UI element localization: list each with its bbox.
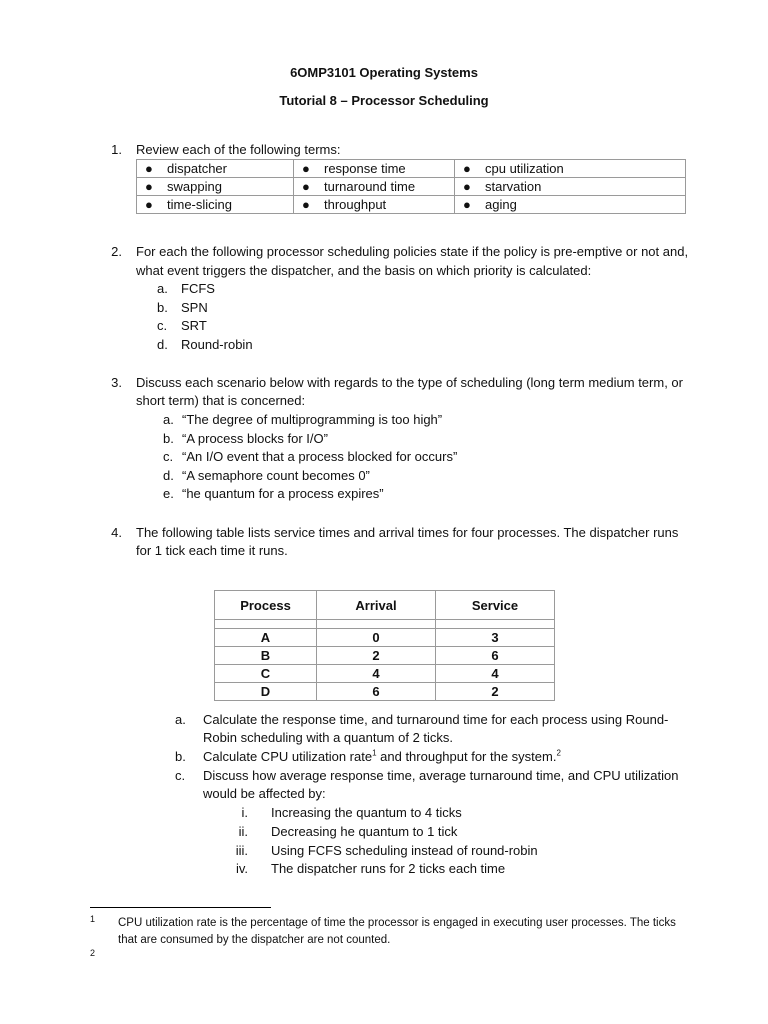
policy-item: SRT (181, 318, 207, 333)
bullet-icon: ● (145, 179, 153, 194)
table-cell: 3 (436, 629, 555, 647)
item-letter: a. (175, 712, 186, 727)
table-row (137, 178, 686, 196)
policy-item: FCFS (181, 281, 215, 296)
column-header: Service (436, 591, 555, 620)
roman-item: Increasing the quantum to 4 ticks (271, 805, 462, 820)
roman-numeral: iii. (235, 843, 248, 858)
bullet-icon: ● (302, 179, 310, 194)
question-4-line-2: for 1 tick each time it runs. (136, 543, 288, 558)
item-letter: d. (157, 337, 168, 352)
table-row (137, 196, 686, 214)
footnote-separator (90, 907, 271, 908)
bullet-icon: ● (463, 179, 471, 194)
tutorial-title: Tutorial 8 – Processor Scheduling (279, 93, 489, 108)
bullet-icon: ● (302, 161, 310, 176)
subquestion-a-line-2: Robin scheduling with a quantum of 2 ticks. (203, 730, 454, 745)
scenario-item: “An I/O event that a process blocked for occurs” (182, 449, 458, 464)
roman-item: Decreasing he quantum to 1 tick (271, 824, 458, 839)
footnote-1-line-2: that are consumed by the dispatcher are not counted. (118, 934, 391, 946)
term: time-slicing (167, 197, 233, 212)
table-spacer-row (215, 620, 555, 629)
item-letter: a. (163, 412, 174, 427)
question-number: 3. (111, 375, 122, 390)
subquestion-b-text-1: Calculate CPU utilization rate (203, 749, 373, 764)
subquestion-b (203, 748, 683, 767)
question-2-line-2: what event triggers the dispatcher, and the basis on which priority is calculated: (136, 263, 592, 278)
question-3-line-2: short term) that is concerned: (136, 393, 306, 408)
bullet-icon: ● (463, 161, 471, 176)
bullet-icon: ● (145, 161, 153, 176)
term: turnaround time (324, 179, 416, 194)
scenario-item: “he quantum for a process expires” (182, 486, 384, 501)
column-header: Process (215, 591, 317, 620)
table-cell: 6 (317, 683, 436, 701)
question-4-line-1: The following table lists service times and arrival times for four processes. The dispatcher runs (136, 525, 679, 540)
table-cell: 0 (317, 629, 436, 647)
table-cell: 4 (436, 665, 555, 683)
roman-numeral: iv. (235, 861, 248, 876)
table-cell: 2 (436, 683, 555, 701)
subquestion-c-line-2: would be affected by: (203, 786, 326, 801)
term: swapping (167, 179, 222, 194)
roman-numeral: ii. (238, 824, 248, 839)
item-letter: e. (163, 486, 174, 501)
subquestion-a-line-1: Calculate the response time, and turnaround time for each process using Round- (203, 712, 669, 727)
process-table (214, 590, 555, 701)
table-row (215, 647, 555, 665)
roman-numeral: i. (241, 805, 248, 820)
subquestion-b-text-2: and throughput for the system. (376, 749, 557, 764)
question-number: 4. (111, 525, 122, 540)
item-letter: c. (157, 318, 168, 333)
scenario-item: “The degree of multiprogramming is too high” (182, 412, 443, 427)
term: throughput (324, 197, 387, 212)
column-header: Arrival (317, 591, 436, 620)
term: starvation (485, 179, 542, 194)
question-number: 2. (111, 244, 122, 259)
footnote-1-number: 1 (90, 914, 96, 924)
item-letter: c. (163, 449, 174, 464)
table-cell: 2 (317, 647, 436, 665)
item-letter: b. (163, 431, 174, 446)
item-letter: b. (175, 749, 186, 764)
item-letter: a. (157, 281, 168, 296)
item-letter: c. (175, 768, 186, 783)
question-1-text: Review each of the following terms: (136, 142, 341, 157)
terms-table (136, 159, 686, 214)
table-cell: A (215, 629, 317, 647)
table-cell: B (215, 647, 317, 665)
policy-item: Round-robin (181, 337, 253, 352)
question-number: 1. (111, 142, 122, 157)
table-cell: C (215, 665, 317, 683)
term: aging (485, 197, 517, 212)
question-2-line-1: For each the following processor scheduling policies state if the policy is pre-emptive or not and, (136, 244, 689, 259)
question-3-line-1: Discuss each scenario below with regards to the type of scheduling (long term medium term, or (136, 375, 683, 390)
term: dispatcher (167, 161, 227, 176)
term: cpu utilization (485, 161, 564, 176)
roman-item: Using FCFS scheduling instead of round-robin (271, 843, 538, 858)
bullet-icon: ● (145, 197, 153, 212)
subquestion-c-line-1: Discuss how average response time, average turnaround time, and CPU utilization (203, 768, 679, 783)
course-title: 6OMP3101 Operating Systems (290, 65, 478, 80)
table-row (215, 629, 555, 647)
table-cell: 6 (436, 647, 555, 665)
scenario-item: “A semaphore count becomes 0” (182, 468, 370, 483)
item-letter: d. (163, 468, 174, 483)
bullet-icon: ● (463, 197, 471, 212)
item-letter: b. (157, 300, 168, 315)
roman-item: The dispatcher runs for 2 ticks each time (271, 861, 506, 876)
table-cell: 4 (317, 665, 436, 683)
table-row (137, 160, 686, 178)
table-header-row (215, 591, 555, 620)
term: response time (324, 161, 406, 176)
footnote-ref-2: 2 (556, 748, 561, 758)
table-cell: D (215, 683, 317, 701)
footnote-ref-1: 1 (372, 748, 377, 758)
table-row (215, 683, 555, 701)
scenario-item: “A process blocks for I/O” (182, 431, 328, 446)
footnote-2-number: 2 (90, 948, 96, 958)
footnote-1-line-1: CPU utilization rate is the percentage of time the processor is engaged in executing user processes. The ticks (118, 917, 676, 929)
bullet-icon: ● (302, 197, 310, 212)
table-row (215, 665, 555, 683)
policy-item: SPN (181, 300, 208, 315)
